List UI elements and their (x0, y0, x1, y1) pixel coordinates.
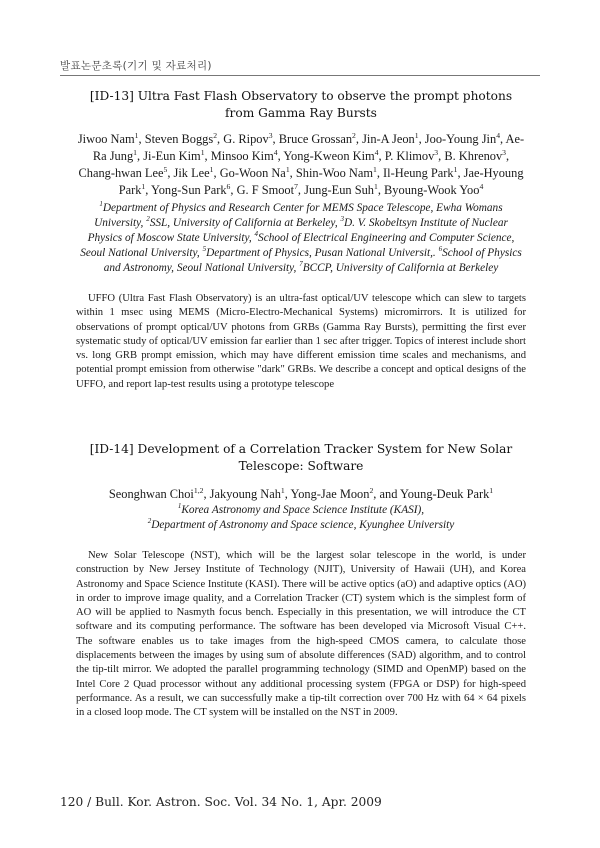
running-header-text: 발표논문초록(기기 및 자료처리) (60, 60, 212, 72)
affiliation-text: School of Electrical Engineering and Computer Science, Seoul National University, (80, 232, 515, 259)
affiliation-text: Department of Physics and Research Center for MEMS Space Telescope, Ewha Womans University, (94, 202, 503, 229)
author-list: Seonghwan Choi$^{1,2}$, Jakyoung Nah$^1$, Yong-Jae Moon$^2$, and Young-Deuk Park$^1$ (108, 485, 494, 501)
header-divider (60, 75, 540, 76)
author-name: Jakyoung Nah (209, 487, 281, 501)
author-name: Ae-Ra Jung (92, 132, 525, 163)
abstract-body: New Solar Telescope (NST), which will be the largest solar telescope in the world, is under construction by New Jersey Institute of Technology (NJIT), University of Hawaii (UH), and Korea Astronomy and Space Science Institute (KASI). There will be active optics (aO) and adaptive optics (AO) in order to improve image quality, and a Correlation Tracker (CT) system which is the simplest form of AO will be applied to Nasmyth focus bench. Especially in this presentation, we will introduce the CT software and its computing performance. The software has been developed via Microsoft Visual C++. The software enables us to take images from the high-speed CMOS camera, to calculate those displacements between the images by using sum of absolute differences (SAD) algorithm, and to control the tip-tilt mirror. We adopted the parallel programming technology (SIMD and OpenMP) based on the Intel Core 2 Quad processor without any additional processing system (FPGA or DSP) for high-speed performance. As a result, we can successfully make a tip-tilt correction over 700 Hz with 64 × 64 pixels in a closed loop mode. The CT system will be installed on the NST in 2009. (76, 550, 526, 719)
abstract-body: UFFO (Ultra Fast Flash Observatory) is an ultra-fast optical/UV telescope which can slew to targets within 1 msec using MEMS (Micro-Electro-Mechanical Systems) micromirrors. It is utilized for observations of prompt optical/UV photons from GRBs (Gamma Ray Bursts), permitting the first ever systematic study of optical/UV emission far earlier than 1 sec after trigger. Topics of interest include short vs. long GRB prompt emission, which may have different emission time scales and mechanisms, and potential prompt emission from otherwise "dark" GRBs. We describe a concept and optical designs of the UFFO, and report lap-test results using a prototype telescope (76, 293, 526, 390)
author-affiliation-marker: 3 (502, 147, 507, 157)
author-list: Jiwoo Nam$^1$, Steven Boggs$^2$, G. Ripov$^3$, Bruce Grossan$^2$, Jin-A Jeon$^1$, Joo-Young Jin$^4$, Ae-Ra Jung$^1$, Ji-Eun Kim$^1$, Minsoo Kim$^4$, Yong-Kweon Kim$^4$, P. Klimov$^3$, B. Khrenov$^3$, Chang-hwan Lee$^5$, Jik Lee$^1$, Go-Woon Na$^1$, Shin-Woo Nam$^1$, Il-Heung Park$^1$, Jae-Hyoung Park$^1$, Yong-Sun Park$^6$, G. F Smoot$^7$, Jung-Eun Suh$^1$, Byoung-Wook Yoo$^4$ (77, 130, 525, 197)
author-affiliation-marker: 4 (273, 147, 278, 157)
affiliation-text: SSL, University of California at Berkeley, (149, 217, 341, 229)
author-name: Byoung-Wook Yoo (384, 183, 480, 197)
running-header (60, 58, 540, 78)
author-affiliation-marker: 1 (209, 164, 214, 174)
author-affiliation-marker: 1 (141, 181, 146, 191)
author-affiliation-marker: 7 (294, 181, 298, 191)
abstract-title: [ID-14] Development of a Correlation Tracker System for New Solar Telescope: Software (89, 442, 513, 473)
author-name: P. Klimov (384, 149, 435, 163)
author-affiliation-marker: 2 (369, 485, 374, 495)
affiliation-marker: 4 (254, 230, 259, 239)
author-affiliation-marker: 3 (268, 130, 273, 140)
author-affiliation-marker: 1 (373, 164, 377, 174)
affiliation-text: D. V. Skobeltsyn Institute of Nuclear Physics of Moscow State University, (87, 217, 508, 244)
author-affiliation-marker: 1 (489, 485, 494, 495)
affiliation-text: Department of Astronomy and Space science, Kyunghee University (151, 519, 455, 531)
abstract-id14 (76, 441, 526, 721)
abstract-id13 (76, 88, 526, 392)
author-name: and Young-Deuk Park (379, 487, 490, 501)
author-name: Steven Boggs (144, 132, 214, 146)
author-name: Shin-Woo Nam (295, 166, 373, 180)
author-affiliation-marker: 4 (479, 181, 484, 191)
author-name: Yong-Kweon Kim (283, 149, 375, 163)
abstract-title: [ID-13] Ultra Fast Flash Observatory to observe the prompt photons from Gamma Ray Bursts (89, 89, 513, 120)
affiliation-list (76, 201, 526, 276)
author-name: Jin-A Jeon (362, 132, 415, 146)
author-affiliation-marker: 3 (434, 147, 439, 157)
affiliation-marker: 1 (177, 502, 182, 511)
author-affiliation-marker: 1 (280, 485, 285, 495)
author-name: Ji-Eun Kim (143, 149, 201, 163)
affiliation-marker: 2 (146, 215, 150, 224)
affiliation-text: Department of Physics, Pusan National Universit,. (206, 247, 439, 259)
author-affiliation-marker: 2 (213, 130, 218, 140)
author-name: Jik Lee (173, 166, 210, 180)
author-affiliation-marker: 5 (163, 164, 168, 174)
author-name: Bruce Grossan (278, 132, 353, 146)
author-name: Chang-hwan Lee (78, 166, 164, 180)
author-affiliation-marker: 1 (414, 130, 419, 140)
author-name: Seonghwan Choi (108, 487, 194, 501)
author-name: Go-Woon Na (219, 166, 286, 180)
author-name: B. Khrenov (444, 149, 503, 163)
affiliation-marker: 3 (340, 215, 344, 224)
author-affiliation-marker: 1 (453, 164, 458, 174)
author-affiliation-marker: 1 (374, 181, 378, 191)
author-name: Jae-Hyoung Park (118, 166, 524, 197)
author-affiliation-marker: 1 (133, 147, 137, 157)
author-affiliation-marker: 1 (285, 164, 290, 174)
page-footer: 120 / Bull. Kor. Astron. Soc. Vol. 34 No. 1, Apr. 2009 (60, 795, 382, 809)
affiliation-text: BCCP, University of California at Berkeley (302, 262, 499, 274)
author-name: Il-Heung Park (383, 166, 454, 180)
affiliation-text: Korea Astronomy and Space Science Institute (KASI), (181, 504, 425, 516)
author-affiliation-marker: 1 (200, 147, 205, 157)
author-name: Jung-Eun Suh (304, 183, 374, 197)
author-affiliation-marker: 1 (134, 130, 139, 140)
author-name: Joo-Young Jin (424, 132, 497, 146)
author-affiliation-marker: 2 (352, 130, 356, 140)
affiliation-marker: 6 (438, 245, 443, 254)
author-name: Minsoo Kim (210, 149, 274, 163)
author-affiliation-marker: 6 (226, 181, 231, 191)
author-affiliation-marker: 4 (374, 147, 379, 157)
affiliation-marker: 1 (99, 200, 103, 209)
author-name: Jiwoo Nam (77, 132, 135, 146)
affiliation-marker: 2 (147, 517, 152, 526)
author-affiliation-marker: 1,2 (193, 485, 204, 495)
affiliation-marker: 5 (202, 245, 207, 254)
affiliation-marker: 7 (299, 260, 303, 269)
author-name: Yong-Jae Moon (290, 487, 370, 501)
author-name: G. F Smoot (236, 183, 295, 197)
affiliation-list (76, 503, 526, 533)
author-name: G. Ripov (223, 132, 269, 146)
author-affiliation-marker: 4 (496, 130, 501, 140)
author-name: Yong-Sun Park (151, 183, 227, 197)
affiliation-text: School of Physics and Astronomy, Seoul National University, (103, 247, 522, 274)
